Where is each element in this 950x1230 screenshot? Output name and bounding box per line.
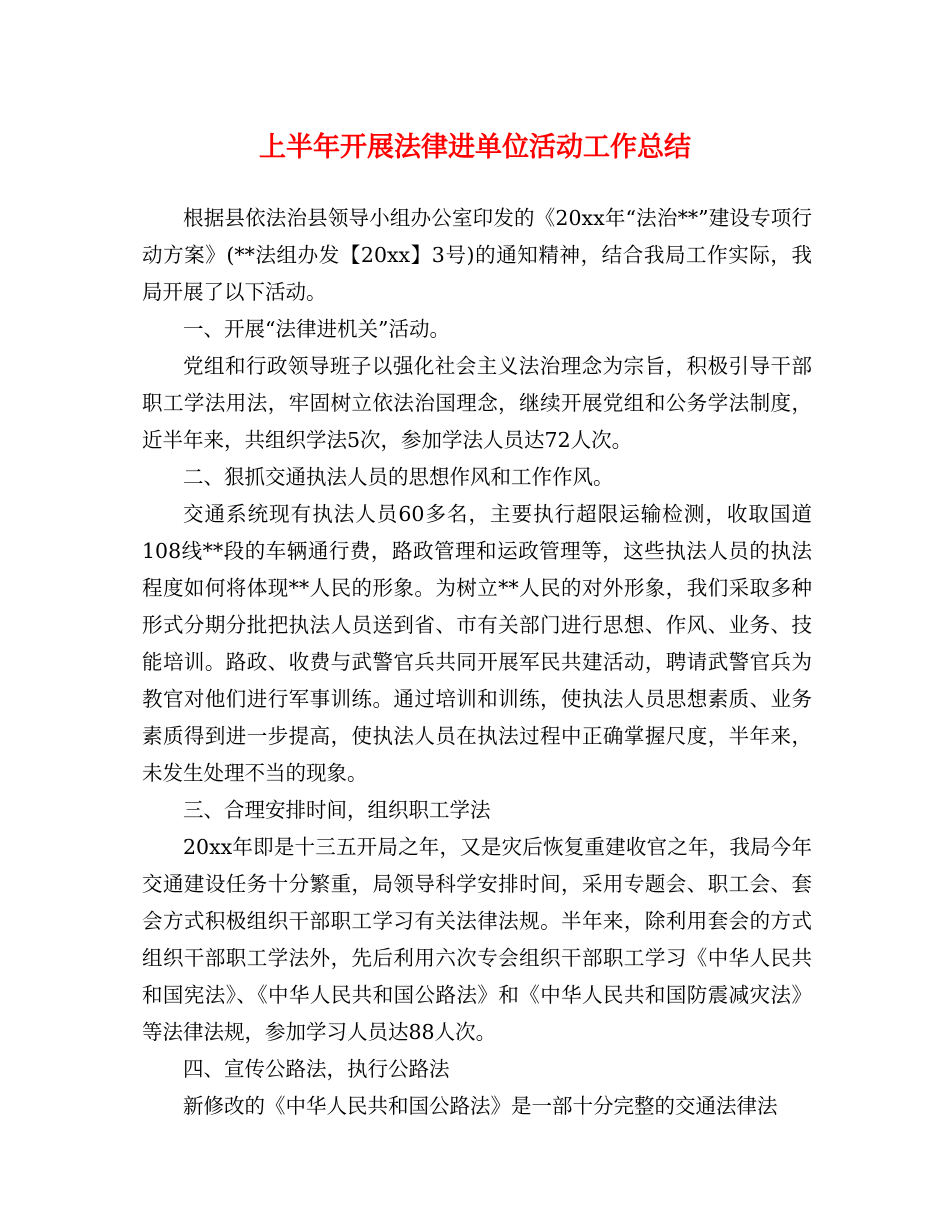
section-heading-4: 四、宣传公路法，执行公路法 xyxy=(183,1057,450,1081)
paragraph-section-2: 交通系统现有执法人员60多名，主要执行超限运输检测，收取国道108线**段的车辆通行费，路政管理和运政管理等，这些执法人员的执法程度如何将体现**人民的形象。为树立**人民的对外形象，我们采取多种形式分期分批把执法人员送到省、市有关部门进行思想、作风、业务、技能培训。路政、收费与武警官兵共同开展军民共建活动，聘请武警官兵为教官对他们进行军事训练。通过培训和训练，使执法人员思想素质、业务素质得到进一步提高，使执法人员在执法过程中正确掌握尺度，半年来，未发生处理不当的现象。 xyxy=(142,502,812,785)
document-title: 上半年开展法律进单位活动工作总结 xyxy=(259,132,691,163)
section-heading-2: 二、狠抓交通执法人员的思想作风和工作作风。 xyxy=(183,465,614,489)
section-heading-3: 三、合理安排时间，组织职工学法 xyxy=(183,798,491,822)
paragraph-section-3: 20xx年即是十三五开局之年，又是灾后恢复重建收官之年，我局今年交通建设任务十分繁重，局领导科学安排时间，采用专题会、职工会、套会方式积极组织干部职工学习有关法律法规。半年来，除利用套会的方式组织干部职工学法外，先后利用六次专会组织干部职工学习《中华人民共和国宪法》、《中华人民共和国公路法》和《中华人民共和国防震减灾法》等法律法规，参加学习人员达88人次。 xyxy=(142,835,812,1044)
section-heading-1: 一、开展“法律进机关”活动。 xyxy=(183,317,450,341)
document-body xyxy=(142,200,812,1125)
paragraph-section-1: 党组和行政领导班子以强化社会主义法治理念为宗旨，积极引导干部职工学法用法，牢固树立依法治国理念，继续开展党组和公务学法制度，近半年来，共组织学法5次，参加学法人员达72人次。 xyxy=(142,354,812,452)
paragraph-intro: 根据县依法治县领导小组办公室印发的《20xx年“法治**”建设专项行动方案》(**法组办发【20xx】3号)的通知精神，结合我局工作实际，我局开展了以下活动。 xyxy=(142,206,812,304)
paragraph-section-4: 新修改的《中华人民共和国公路法》是一部十分完整的交通法律法 xyxy=(183,1094,778,1118)
